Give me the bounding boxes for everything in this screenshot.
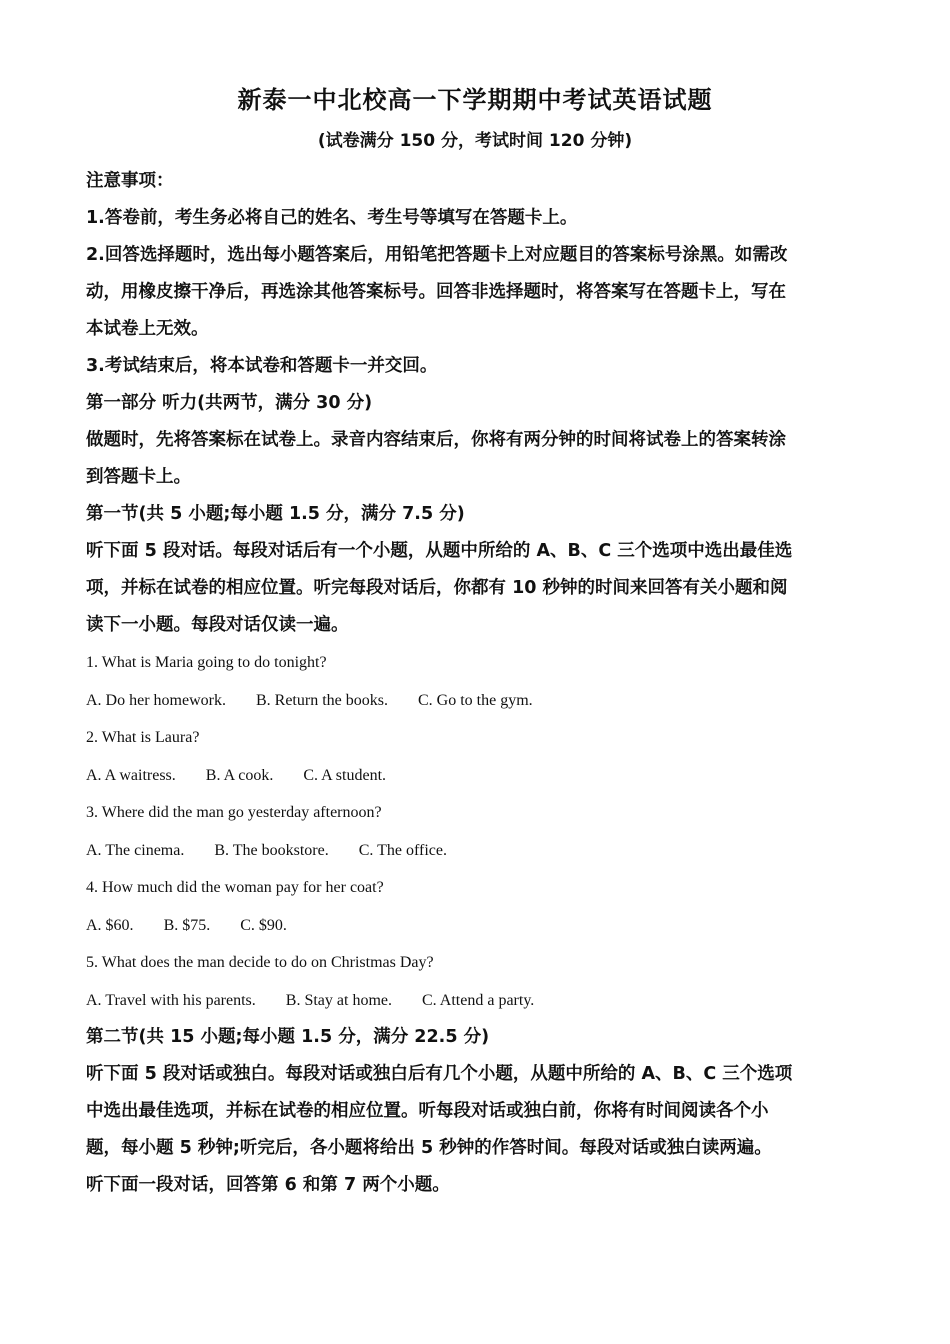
option-c: C. Attend a party. [422, 991, 535, 1009]
section1-intro-line: 读下一小题。每段对话仅读一遍。 [86, 615, 349, 635]
section2-intro-line: 题，每小题 5 秒钟;听完后，各小题将给出 5 秒钟的作答时间。每段对话或独白读两遍。 [86, 1138, 772, 1158]
option-a: A. Do her homework. [86, 691, 226, 709]
question-1-stem: 1. What is Maria going to do tonight? [86, 654, 327, 671]
part1-heading: 第一部分 听力(共两节，满分 30 分) [86, 393, 373, 413]
question-5-options [86, 982, 866, 1020]
notes-item-2-line: 本试卷上无效。 [86, 319, 209, 339]
section2-intro-line: 听下面 5 段对话或独白。每段对话或独白后有几个小题，从题中所给的 A、B、C 三个选项 [86, 1064, 793, 1084]
part1-intro [86, 422, 866, 496]
section2-instruction: 听下面一段对话，回答第 6 和第 7 两个小题。 [86, 1175, 450, 1195]
option-a: A. $60. [86, 916, 134, 934]
notes-item-2 [86, 237, 866, 348]
question-5-stem: 5. What does the man decide to do on Christmas Day? [86, 954, 434, 971]
option-c: C. A student. [303, 766, 387, 784]
question-2-options [86, 757, 866, 795]
option-b: B. The bookstore. [214, 841, 329, 859]
section1-intro-line: 项，并标在试卷的相应位置。听完每段对话后，你都有 10 秒钟的时间来回答有关小题和阅 [86, 578, 788, 598]
option-a: A. The cinema. [86, 841, 185, 859]
question-3-stem: 3. Where did the man go yesterday afternoon? [86, 804, 382, 821]
option-a: A. A waitress. [86, 766, 176, 784]
notes-item-2-line: 动，用橡皮擦干净后，再选涂其他答案标号。回答非选择题时，将答案写在答题卡上，写在 [86, 282, 786, 302]
option-b: B. Stay at home. [285, 991, 392, 1009]
part1-intro-line: 到答题卡上。 [86, 467, 191, 487]
exam-subtitle: (试卷满分 150 分，考试时间 120 分钟) [317, 131, 633, 151]
option-a: A. Travel with his parents. [86, 991, 256, 1009]
exam-title: 新泰一中北校高一下学期期中考试英语试题 [237, 86, 713, 114]
question-2-stem: 2. What is Laura? [86, 729, 200, 746]
section1-intro-line: 听下面 5 段对话。每段对话后有一个小题，从题中所给的 A、B、C 三个选项中选出最佳选 [86, 541, 793, 561]
section2-intro [86, 1056, 866, 1167]
section1-heading: 第一节(共 5 小题;每小题 1.5 分，满分 7.5 分) [86, 504, 465, 524]
section2-heading: 第二节(共 15 小题;每小题 1.5 分，满分 22.5 分) [86, 1027, 490, 1047]
question-3-options [86, 832, 866, 870]
option-c: C. Go to the gym. [417, 691, 533, 709]
option-c: C. $90. [240, 916, 287, 934]
question-4-stem: 4. How much did the woman pay for her coat? [86, 879, 384, 896]
question-4-options [86, 907, 866, 945]
notes-heading: 注意事项： [86, 171, 174, 191]
option-b: B. $75. [163, 916, 211, 934]
part1-intro-line: 做题时，先将答案标在试卷上。录音内容结束后，你将有两分钟的时间将试卷上的答案转涂 [86, 430, 786, 450]
question-1-options [86, 682, 866, 720]
section2-intro-line: 中选出最佳选项，并标在试卷的相应位置。听每段对话或独白前，你将有时间阅读各个小 [86, 1101, 769, 1121]
notes-item-3: 3.考试结束后，将本试卷和答题卡一并交回。 [86, 356, 438, 376]
notes-item-2-line: 2.回答选择题时，选出每小题答案后，用铅笔把答题卡上对应题目的答案标号涂黑。如需改 [86, 245, 788, 265]
notes-item-1: 1.答卷前，考生务必将自己的姓名、考生号等填写在答题卡上。 [86, 208, 578, 228]
exam-content [86, 163, 866, 1204]
option-b: B. A cook. [205, 766, 274, 784]
section1-intro [86, 533, 866, 644]
option-b: B. Return the books. [255, 691, 388, 709]
option-c: C. The office. [358, 841, 447, 859]
